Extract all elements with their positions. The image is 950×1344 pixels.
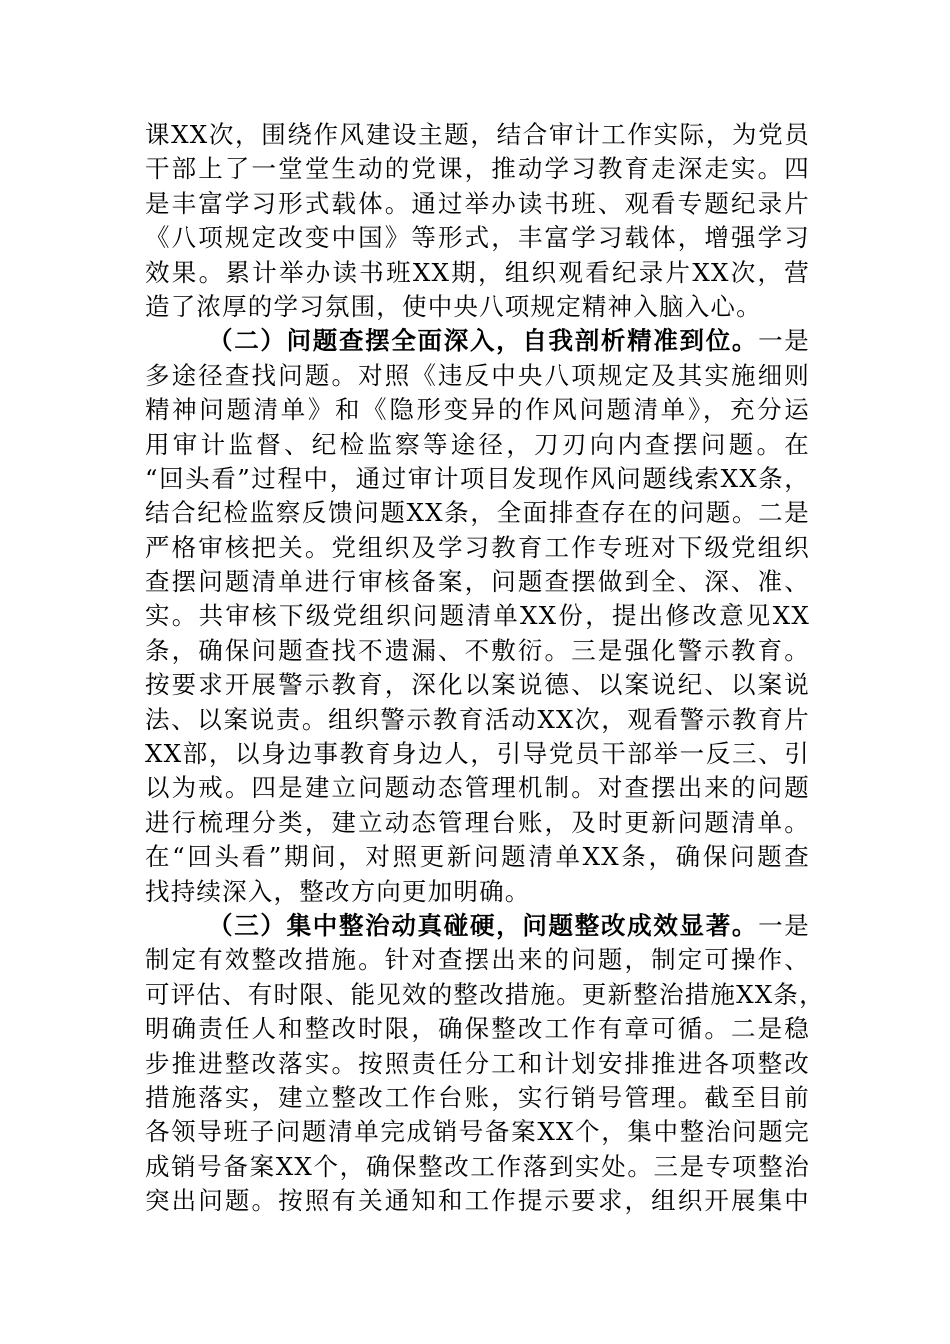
text-line: 制定有效整改措施。针对查摆出来的问题，制定可操作、: [145, 945, 810, 975]
text-line: 条，确保问题查找不遗漏、不敷衍。三是强化警示教育。: [145, 635, 810, 665]
text-line: 用审计监督、纪检监察等途径，刀刃向内查摆问题。在: [145, 429, 810, 459]
section-heading: （三）集中整治动真碰硬，问题整改成效显著。: [208, 910, 759, 940]
paragraph-1: [145, 118, 810, 324]
section-heading: （二）问题查摆全面深入，自我剖析精准到位。: [208, 326, 759, 356]
text-line: 严格审核把关。党组织及学习教育工作专班对下级党组织: [145, 532, 810, 562]
text-line: 是丰富学习形式载体。通过举办读书班、观看专题纪录片: [145, 188, 810, 218]
text-line: 法、以案说责。组织警示教育活动XX次，观看警示教育片: [145, 704, 810, 734]
text-line: 效果。累计举办读书班XX期，组织观看纪录片XX次，营: [145, 257, 810, 287]
text-line: 结合纪检监察反馈问题XX条，全面排查存在的问题。二是: [145, 498, 810, 528]
text-line: 《八项规定改变中国》等形式，丰富学习载体，增强学习: [145, 223, 810, 253]
paragraph-first-line: [145, 909, 810, 943]
text-line: 突出问题。按照有关通知和工作提示要求，组织开展集中: [145, 1186, 810, 1216]
text-run: 一是: [758, 910, 810, 940]
text-line: 明确责任人和整改时限，确保整改工作有章可循。二是稳: [145, 1014, 810, 1044]
text-line: 步推进整改落实。按照责任分工和计划安排推进各项整改: [145, 1048, 810, 1078]
text-line: 找持续深入，整改方向更加明确。: [145, 876, 531, 906]
paragraph-3: [145, 909, 825, 1219]
text-line: 可评估、有时限、能见效的整改措施。更新整治措施XX条，: [145, 979, 825, 1009]
text-line: 成销号备案XX个，确保整改工作落到实处。三是专项整治: [145, 1151, 810, 1181]
paragraph-first-line: [145, 324, 810, 358]
text-line: 各领导班子问题清单完成销号备案XX个，集中整治问题完: [145, 1117, 810, 1147]
text-line: 多途径查找问题。对照《违反中央八项规定及其实施细则: [145, 360, 810, 390]
text-line: 课XX次，围绕作风建设主题，结合审计工作实际，为党员: [145, 120, 810, 149]
text-line: 造了浓厚的学习氛围，使中央八项规定精神入脑入心。: [145, 291, 762, 321]
text-line: 干部上了一堂堂生动的党课，推动学习教育走深走实。四: [145, 154, 810, 184]
text-line: 查摆问题清单进行审核备案，问题查摆做到全、深、准、: [145, 567, 810, 597]
text-line: 精神问题清单》和《隐形变异的作风问题清单》，充分运: [145, 395, 810, 425]
document-body: [145, 118, 825, 1219]
text-line: XX部，以身边事教育身边人，引导党员干部举一反三、引: [145, 739, 810, 769]
text-line: 按要求开展警示教育，深化以案说德、以案说纪、以案说: [145, 670, 810, 700]
paragraph-2: [145, 324, 810, 909]
text-line: “回头看”过程中，通过审计项目发现作风问题线索XX条，: [145, 463, 810, 493]
text-line: 实。共审核下级党组织问题清单XX份，提出修改意见XX: [145, 601, 810, 631]
text-line: 措施落实，建立整改工作台账，实行销号管理。截至目前: [145, 1082, 810, 1112]
text-run: 一是: [758, 326, 810, 356]
text-line: 在“回头看”期间，对照更新问题清单XX条，确保问题查: [145, 842, 810, 872]
text-line: 以为戒。四是建立问题动态管理机制。对查摆出来的问题: [145, 773, 810, 803]
text-line: 进行梳理分类，建立动态管理台账，及时更新问题清单。: [145, 807, 810, 837]
